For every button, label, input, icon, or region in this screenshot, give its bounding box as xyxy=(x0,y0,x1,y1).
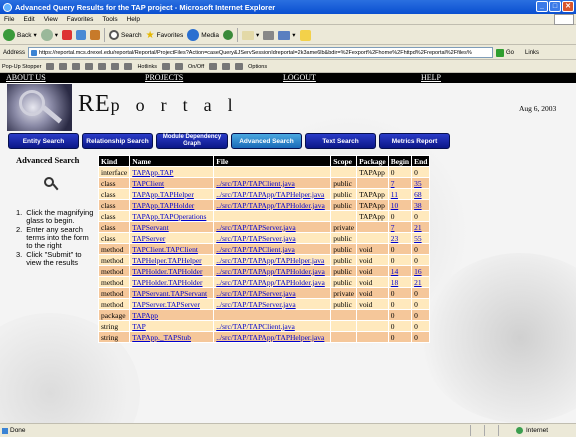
cell-end: 0 xyxy=(412,288,430,299)
cell-kind: class xyxy=(99,222,130,233)
messenger-icon xyxy=(300,30,311,41)
about-us-link[interactable]: ABOUT US xyxy=(6,73,46,82)
top-navigation xyxy=(0,73,576,83)
cell-kind: method xyxy=(99,288,130,299)
close-button[interactable]: ✕ xyxy=(562,1,574,12)
popup-icon[interactable] xyxy=(46,63,54,70)
cell-begin-link[interactable]: 10 xyxy=(390,200,399,210)
cell-scope: public xyxy=(331,266,357,277)
column-header-name: Name xyxy=(130,156,214,167)
cell-end: 0 xyxy=(412,244,430,255)
cell-begin: 0 xyxy=(388,167,411,178)
tab-module-dependency-graph[interactable]: Module Dependency Graph xyxy=(156,133,228,149)
cell-end: 0 xyxy=(412,321,430,332)
menu-file[interactable]: File xyxy=(4,15,15,23)
cell-name-link[interactable]: TAPApp.TAPHolder xyxy=(132,200,195,210)
lock-icon xyxy=(498,425,512,436)
tab-metrics-report[interactable]: Metrics Report xyxy=(379,133,450,149)
table-row xyxy=(99,244,430,255)
status-bar xyxy=(0,423,576,437)
cell-scope xyxy=(331,167,357,178)
page-content xyxy=(0,73,576,423)
cell-package: void xyxy=(357,266,389,277)
cell-end: 0 xyxy=(412,310,430,321)
window-title: Advanced Query Results for the TAP project - Microsoft Internet Explorer xyxy=(15,2,276,12)
menu-view[interactable]: View xyxy=(43,15,58,23)
print-icon xyxy=(263,31,274,40)
cell-name-link[interactable]: TAPApp xyxy=(132,310,159,320)
cell-file xyxy=(214,244,331,255)
cell-end xyxy=(412,200,430,211)
cell-file-link[interactable]: ../src/TAP/TAPServer.java xyxy=(216,288,296,298)
cell-begin xyxy=(388,200,411,211)
cell-name-link[interactable]: TAP xyxy=(132,321,146,331)
back-arrow-icon xyxy=(3,29,15,41)
reportal-logo-image xyxy=(7,84,72,131)
table-row xyxy=(99,233,430,244)
magnifying-glass-icon[interactable] xyxy=(44,177,58,193)
popup-icon[interactable] xyxy=(235,63,243,70)
cell-file-link[interactable]: ../src/TAP/TAPApp/TAPHelper.java xyxy=(216,332,325,342)
cell-package: void xyxy=(357,255,389,266)
cell-name xyxy=(130,200,214,211)
cell-end: 0 xyxy=(412,211,430,222)
cell-file xyxy=(214,288,331,299)
projects-link[interactable]: PROJECTS xyxy=(145,73,184,82)
address-label: Address xyxy=(3,49,26,56)
cell-package xyxy=(357,310,389,321)
cell-end-link[interactable]: 35 xyxy=(414,178,422,188)
cell-begin xyxy=(388,266,411,277)
cell-name-link[interactable]: TAPApp._TAPStub xyxy=(132,332,191,342)
cell-end: 0 xyxy=(412,167,430,178)
table-row xyxy=(99,211,430,222)
media-button[interactable]: Media xyxy=(187,29,219,41)
cell-end xyxy=(412,178,430,189)
search-tabs xyxy=(8,133,450,149)
cell-scope xyxy=(331,211,357,222)
cell-name xyxy=(130,277,214,288)
cell-scope: private xyxy=(331,222,357,233)
cell-begin-link[interactable]: 7 xyxy=(390,178,395,188)
cell-file-link[interactable]: ../src/TAP/TAPServer.java xyxy=(216,222,296,232)
cell-scope xyxy=(331,310,357,321)
popup-stopper-label: Pop-Up Stopper xyxy=(2,63,42,70)
cell-name xyxy=(130,255,214,266)
cell-package: TAPApp xyxy=(357,167,389,178)
cell-kind: package xyxy=(99,310,130,321)
sidebar-title: Advanced Search xyxy=(16,155,80,165)
cell-package xyxy=(357,222,389,233)
cell-file xyxy=(214,189,331,200)
cell-end xyxy=(412,222,430,233)
column-header-begin: Begin xyxy=(388,156,411,167)
cell-name xyxy=(130,321,214,332)
cell-file xyxy=(214,321,331,332)
media-icon xyxy=(187,29,199,41)
cell-scope: public xyxy=(331,244,357,255)
edit-icon xyxy=(278,31,290,40)
cell-file-link[interactable]: ../src/TAP/TAPApp/TAPHolder.java xyxy=(216,200,325,210)
cell-begin xyxy=(388,178,411,189)
cell-package xyxy=(357,332,389,343)
cell-file-link[interactable]: ../src/TAP/TAPServer.java xyxy=(216,233,296,243)
cell-file xyxy=(214,277,331,288)
cell-end-link[interactable]: 68 xyxy=(414,189,422,199)
cell-begin-link[interactable]: 23 xyxy=(390,233,399,243)
table-row xyxy=(99,277,430,288)
cell-file xyxy=(214,332,331,343)
popup-icon[interactable] xyxy=(222,63,230,70)
cell-file-link[interactable]: ../src/TAP/TAPClient.java xyxy=(216,321,295,331)
column-header-kind: Kind xyxy=(99,156,130,167)
cell-file xyxy=(214,200,331,211)
globe-icon xyxy=(516,427,523,434)
tab-entity-search[interactable]: Entity Search xyxy=(8,133,79,149)
messenger-button[interactable] xyxy=(300,30,311,41)
cell-begin xyxy=(388,222,411,233)
cell-file-link[interactable]: ../src/TAP/TAPApp/TAPHolder.java xyxy=(216,266,325,276)
security-zone: Internet xyxy=(512,427,548,434)
cell-kind: class xyxy=(99,189,130,200)
onoff-button[interactable]: On/Off xyxy=(188,63,205,70)
links-button[interactable]: Links xyxy=(525,49,540,56)
cell-package: void xyxy=(357,244,389,255)
cell-scope xyxy=(331,321,357,332)
print-button[interactable] xyxy=(263,31,274,40)
go-button[interactable]: Go xyxy=(496,49,514,57)
cell-name-link[interactable]: TAPServer xyxy=(132,233,166,243)
cell-kind: string xyxy=(99,321,130,332)
table-row xyxy=(99,178,430,189)
cell-kind: class xyxy=(99,211,130,222)
star-icon: ★ xyxy=(145,29,155,41)
logout-link[interactable]: LOGOUT xyxy=(283,73,316,82)
ie-icon xyxy=(3,3,12,12)
cell-end: 0 xyxy=(412,255,430,266)
windows-logo-icon xyxy=(554,14,574,25)
minimize-button[interactable]: _ xyxy=(536,1,548,12)
sidebar xyxy=(16,155,96,172)
table-row xyxy=(99,167,430,178)
edit-button[interactable]: ▾ xyxy=(278,31,295,40)
cell-begin xyxy=(388,189,411,200)
cell-begin-link[interactable]: 7 xyxy=(390,222,395,232)
menu-tools[interactable]: Tools xyxy=(102,15,118,23)
cell-kind: string xyxy=(99,332,130,343)
instructions-list xyxy=(16,209,96,268)
cell-package xyxy=(357,178,389,189)
cell-begin: 0 xyxy=(388,310,411,321)
cell-end-link[interactable]: 21 xyxy=(414,222,422,232)
cell-name-link[interactable]: TAPApp.TAP xyxy=(132,167,174,177)
address-bar xyxy=(0,46,576,60)
cell-package: void xyxy=(357,288,389,299)
popup-icon[interactable] xyxy=(72,63,80,70)
cell-name-link[interactable]: TAPApp.TAPHelper xyxy=(132,189,194,199)
cell-package xyxy=(357,233,389,244)
home-icon xyxy=(90,30,100,40)
cell-package: void xyxy=(357,277,389,288)
hotlinks-button[interactable]: Hotlinks xyxy=(137,63,158,70)
cell-scope: public xyxy=(331,299,357,310)
cell-name-link[interactable]: TAPClient xyxy=(132,178,165,188)
maximize-button[interactable]: □ xyxy=(549,1,561,12)
cell-begin: 0 xyxy=(388,332,411,343)
cell-name xyxy=(130,332,214,343)
reportal-wordmark: REportal xyxy=(78,91,249,117)
cell-scope: private xyxy=(331,288,357,299)
table-row xyxy=(99,299,430,310)
cell-kind: method xyxy=(99,255,130,266)
cell-kind: method xyxy=(99,266,130,277)
forward-arrow-icon xyxy=(41,29,53,41)
popup-icon[interactable] xyxy=(59,63,67,70)
status-text: Done xyxy=(0,427,470,434)
cell-file xyxy=(214,211,331,222)
table-row xyxy=(99,321,430,332)
cell-file xyxy=(214,255,331,266)
current-date: Aug 6, 2003 xyxy=(519,104,557,113)
cell-end xyxy=(412,266,430,277)
cell-file-link[interactable]: ../src/TAP/TAPApp/TAPHelper.java xyxy=(216,255,325,265)
cell-end-link[interactable]: 21 xyxy=(414,277,422,287)
list-item: 3. Click "Submit" to view the results xyxy=(16,250,82,267)
table-row xyxy=(99,310,430,321)
column-header-end: End xyxy=(412,156,430,167)
cell-name-link[interactable]: TAPServant xyxy=(132,222,169,232)
cell-end: 0 xyxy=(412,332,430,343)
cell-name xyxy=(130,233,214,244)
column-header-file: File xyxy=(214,156,331,167)
list-item: 2. Enter any search terms into the form to the right xyxy=(16,225,89,250)
cell-name-link[interactable]: TAPClient.TAPClient xyxy=(132,244,198,254)
cell-begin: 0 xyxy=(388,211,411,222)
cell-file xyxy=(214,222,331,233)
cell-kind: class xyxy=(99,200,130,211)
cell-file xyxy=(214,167,331,178)
table-row xyxy=(99,222,430,233)
search-button[interactable]: Search xyxy=(109,30,142,40)
cell-begin-link[interactable]: 11 xyxy=(390,189,398,199)
cell-name xyxy=(130,299,214,310)
table-header-row xyxy=(99,156,430,167)
column-header-scope: Scope xyxy=(331,156,357,167)
cell-end-link[interactable]: 38 xyxy=(414,200,422,210)
cell-kind: interface xyxy=(99,167,130,178)
stop-icon xyxy=(62,30,72,40)
cell-kind: method xyxy=(99,277,130,288)
table-row xyxy=(99,200,430,211)
popup-icon[interactable] xyxy=(209,63,217,70)
menu-favorites[interactable]: Favorites xyxy=(66,15,94,23)
cell-name-link[interactable]: TAPServer.TAPServer xyxy=(132,299,200,309)
cell-begin xyxy=(388,233,411,244)
table-row xyxy=(99,332,430,343)
cell-package: TAPApp xyxy=(357,200,389,211)
options-button[interactable]: Options xyxy=(248,63,268,70)
cell-name xyxy=(130,211,214,222)
refresh-button[interactable] xyxy=(76,30,86,40)
cell-name-link[interactable]: TAPApp.TAPOperations xyxy=(132,211,207,221)
tab-relationship-search[interactable]: Relationship Search xyxy=(82,133,153,149)
cell-kind: method xyxy=(99,244,130,255)
cell-package xyxy=(357,321,389,332)
table-row xyxy=(99,189,430,200)
popup-icon[interactable] xyxy=(98,63,106,70)
history-button[interactable] xyxy=(223,30,233,40)
history-icon xyxy=(223,30,233,40)
cell-end-link[interactable]: 55 xyxy=(414,233,422,243)
cell-begin: 0 xyxy=(388,255,411,266)
tab-text-search[interactable]: Text Search xyxy=(305,133,376,149)
cell-name xyxy=(130,222,214,233)
list-item: 1. Click the magnifying glass to begin. xyxy=(16,208,94,225)
cell-end xyxy=(412,277,430,288)
cell-begin: 0 xyxy=(388,321,411,332)
cell-name xyxy=(130,244,214,255)
cell-file-link[interactable]: ../src/TAP/TAPApp/TAPHelper.java xyxy=(216,189,325,199)
results-table xyxy=(98,155,430,343)
cell-file xyxy=(214,310,331,321)
cell-name-link[interactable]: TAPHolder.TAPHolder xyxy=(132,266,203,276)
cell-file-link[interactable]: ../src/TAP/TAPClient.java xyxy=(216,178,295,188)
cell-name xyxy=(130,266,214,277)
cell-file-link[interactable]: ../src/TAP/TAPServer.java xyxy=(216,299,296,309)
cell-scope: public xyxy=(331,277,357,288)
cell-kind: class xyxy=(99,178,130,189)
cell-name-link[interactable]: TAPServant.TAPServant xyxy=(132,288,208,298)
favorites-button[interactable]: ★ Favorites xyxy=(145,29,184,41)
cell-name xyxy=(130,189,214,200)
help-link[interactable]: HELP xyxy=(421,73,441,82)
cell-begin: 0 xyxy=(388,288,411,299)
popup-icon[interactable] xyxy=(111,63,119,70)
popup-icon[interactable] xyxy=(162,63,170,70)
cell-package: void xyxy=(357,299,389,310)
cell-begin xyxy=(388,277,411,288)
cell-name xyxy=(130,288,214,299)
cell-kind: method xyxy=(99,299,130,310)
cell-begin-link[interactable]: 18 xyxy=(390,277,399,287)
popup-icon[interactable] xyxy=(124,63,132,70)
cell-file xyxy=(214,178,331,189)
column-header-package: Package xyxy=(357,156,389,167)
mail-button[interactable]: ▾ xyxy=(242,31,259,40)
cell-package: TAPApp xyxy=(357,189,389,200)
table-row xyxy=(99,266,430,277)
title-bar xyxy=(0,0,576,14)
forward-button[interactable]: ▾ xyxy=(41,29,58,41)
cell-scope: public xyxy=(331,200,357,211)
cell-name xyxy=(130,167,214,178)
address-input[interactable]: https://reportal.mcs.drexel.edu/reportal/Reportal/ProjectFiles?Action=caseQuery&JServSessionIdreportal=2k3ame6lb&bdir=%2Fexport%2Fhome%2Fhttpd%2Freportal%2Ffiles% xyxy=(28,47,493,58)
home-button[interactable] xyxy=(90,30,100,40)
cell-file xyxy=(214,233,331,244)
cell-file-link[interactable]: ../src/TAP/TAPApp/TAPHolder.java xyxy=(216,277,325,287)
cell-scope: public xyxy=(331,189,357,200)
cell-begin-link[interactable]: 14 xyxy=(390,266,399,276)
stop-button[interactable] xyxy=(62,30,72,40)
cell-file xyxy=(214,299,331,310)
cell-scope xyxy=(331,332,357,343)
cell-scope: public xyxy=(331,233,357,244)
cell-name-link[interactable]: TAPHolder.TAPHolder xyxy=(132,277,203,287)
cell-kind: class xyxy=(99,233,130,244)
tab-advanced-search[interactable]: Advanced Search xyxy=(231,133,302,149)
cell-file-link[interactable]: ../src/TAP/TAPClient.java xyxy=(216,244,295,254)
popup-icon[interactable] xyxy=(175,63,183,70)
standard-toolbar xyxy=(0,26,576,45)
cell-package: TAPApp xyxy=(357,211,389,222)
cell-begin: 0 xyxy=(388,244,411,255)
cell-name xyxy=(130,310,214,321)
cell-scope: public xyxy=(331,255,357,266)
cell-file xyxy=(214,266,331,277)
refresh-icon xyxy=(76,30,86,40)
menu-help[interactable]: Help xyxy=(126,15,140,23)
cell-name xyxy=(130,178,214,189)
search-icon xyxy=(109,30,119,40)
table-row xyxy=(99,288,430,299)
cell-end xyxy=(412,189,430,200)
cell-end xyxy=(412,233,430,244)
menu-bar xyxy=(0,14,576,25)
back-button[interactable]: Back ▾ xyxy=(3,29,37,41)
go-arrow-icon xyxy=(496,49,504,57)
popup-icon[interactable] xyxy=(85,63,93,70)
menu-edit[interactable]: Edit xyxy=(23,15,35,23)
mail-icon xyxy=(242,31,254,40)
cell-end-link[interactable]: 16 xyxy=(414,266,422,276)
cell-name-link[interactable]: TAPHelper.TAPHelper xyxy=(132,255,202,265)
cell-begin: 0 xyxy=(388,299,411,310)
cell-end: 0 xyxy=(412,299,430,310)
table-row xyxy=(99,255,430,266)
cell-scope: public xyxy=(331,178,357,189)
popup-stopper-bar xyxy=(0,61,576,73)
